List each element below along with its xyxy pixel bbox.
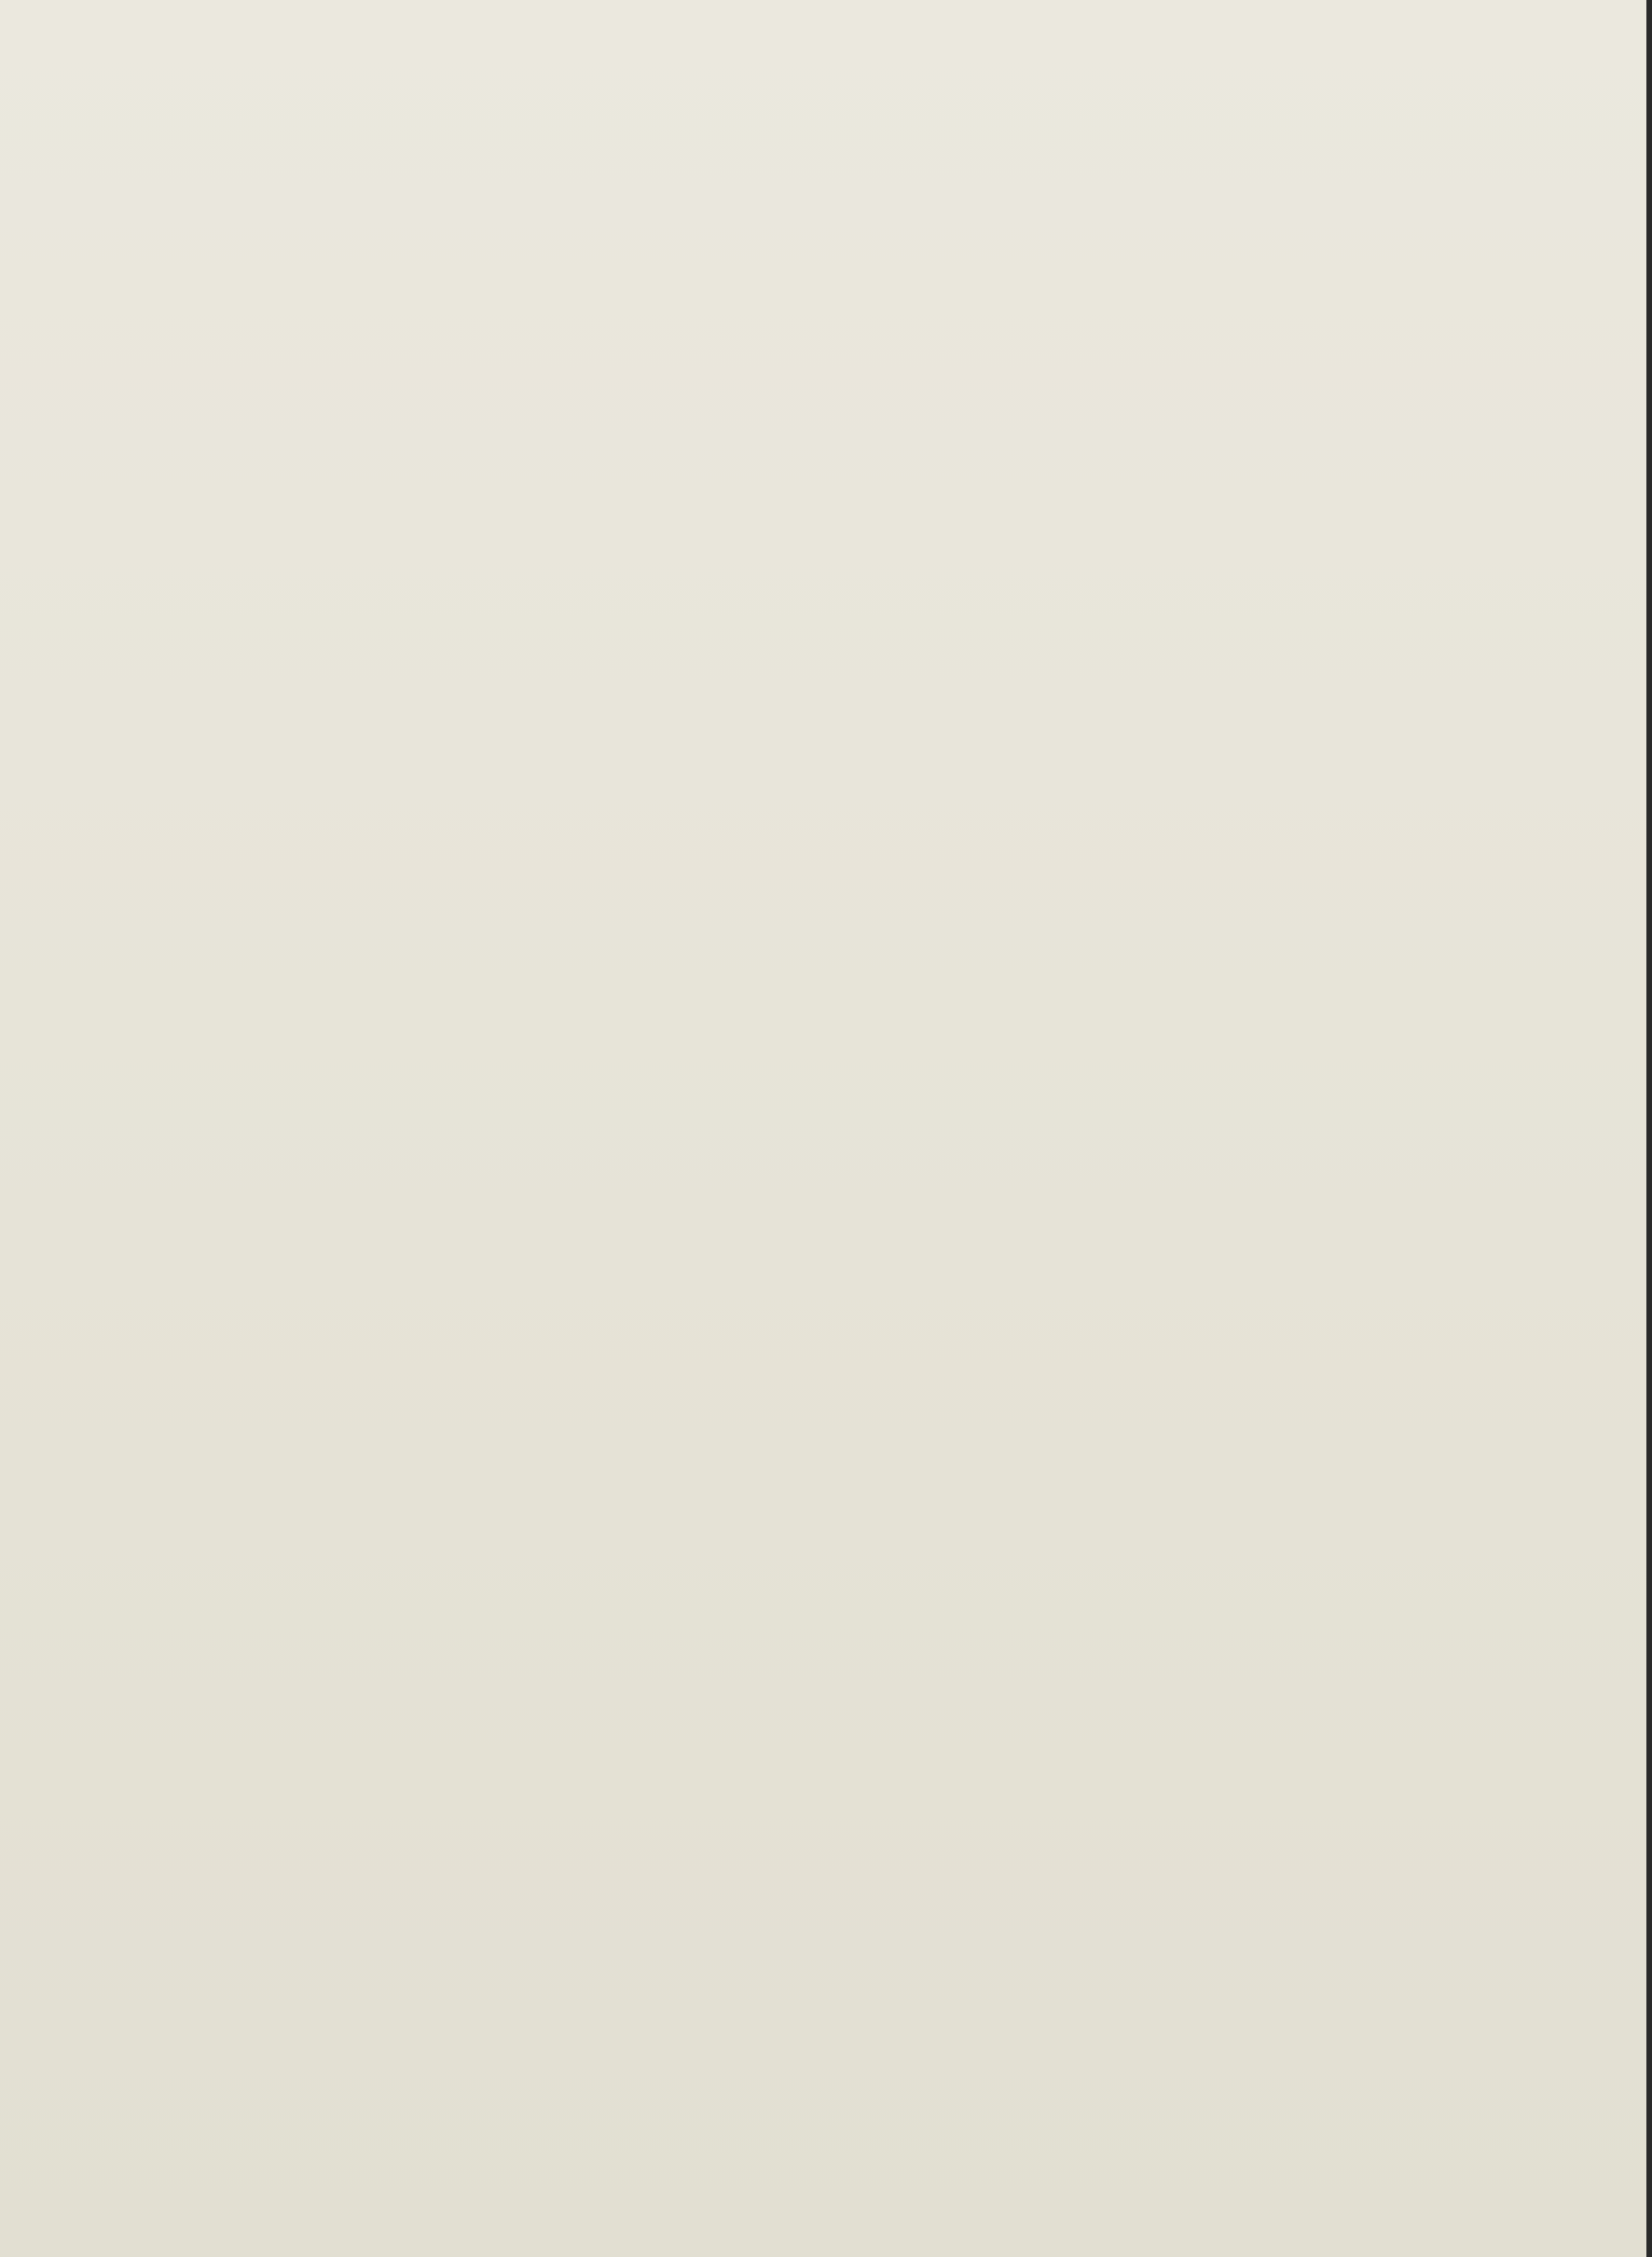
- page-edge: [1646, 0, 1652, 2257]
